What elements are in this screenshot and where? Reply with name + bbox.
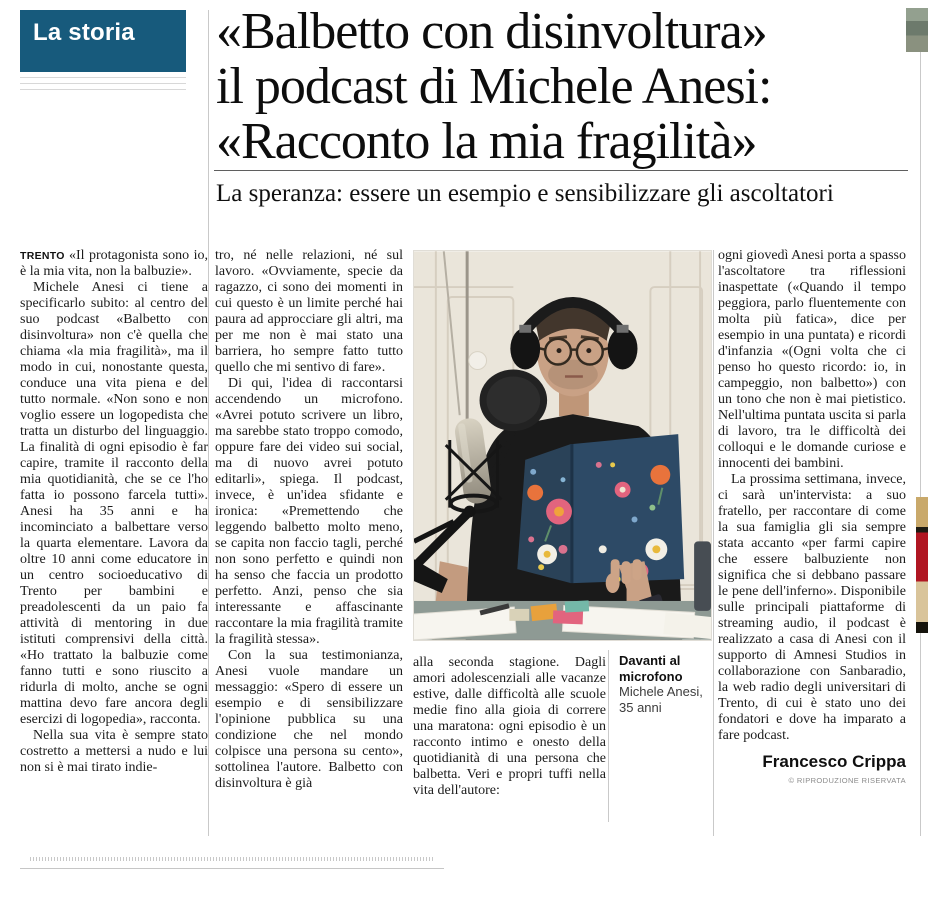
article-column-2 <box>215 248 403 792</box>
page-edge-divider <box>920 8 921 836</box>
article-paragraph: tro, né nelle relazioni, né sul lavoro. «Ovviamente, specie da ragazzo, ci sono dei momenti in cui questo è un limite perché hai paura ad approcciare gli altri, ma per me non è mai stato una barriera, ho sempre fatto tutto quello che mi sentivo di fare». <box>215 248 403 375</box>
sticky-note <box>553 610 583 624</box>
headline-rule <box>214 170 908 171</box>
adjacent-image-strip <box>916 497 928 633</box>
article-paragraph: Nella sua vita è sempre stato costretto a mettersi a nudo e lui non si è mai tirato indie- <box>20 728 208 775</box>
caption-title: Davanti al microfono <box>619 653 683 684</box>
article-photo <box>413 250 712 641</box>
headline-line: «Racconto la mia fragilità» <box>216 113 757 170</box>
column-divider <box>608 650 609 822</box>
article-column-4 <box>718 248 906 789</box>
caption-text: Michele Anesi, 35 anni <box>619 684 703 715</box>
column-divider <box>713 250 714 836</box>
photo-caption <box>619 653 709 715</box>
article-column-4-text <box>718 248 906 744</box>
dateline: TRENTO <box>20 250 69 262</box>
headline-line: il podcast di Michele Anesi: <box>216 58 772 115</box>
article-paragraph: TRENTO «Il protagonista sono io, è la mia vita, non la balbuzie». <box>20 248 208 279</box>
article-column-3 <box>413 655 606 799</box>
copyright-notice: © RIPRODUZIONE RISERVATA <box>788 776 906 785</box>
kicker-box <box>20 10 186 72</box>
article-paragraph: Michele Anesi ci tiene a specificarlo subito: al centro del suo podcast «Balbetto con disinvoltura» non c'è quella che chiama «la mia fragilità», ma il modo in cui, nonostante questa, conduce una vita piena e del tutto normale. «Non sono e non voglio essere un logopedista che tratta un disturbo del linguaggio. La finalità di ogni episodio è far capire, tramite il racconto della mia quotidianità, che se ce l'ho fatta io possono farcela tutti». Anesi ha 35 anni e ha incominciato a balbettare verso la quarta elementare. Lavora da oltre 10 anni come educatore in un centro socioeducativo di Trento per bambini e preadolescenti da un paio fa attività di mentoring in due istituti comprensivi della città. «Ho trattato la balbuzie come fanno tutti e sono riuscito a ridurla di molto, anche se ogni mattina devo fare ancora degli esercizi di logopedia», racconta. <box>20 280 208 727</box>
note-card <box>509 609 529 621</box>
floral-notebook <box>517 434 684 583</box>
author-name: Francesco Crippa <box>762 752 906 771</box>
article-paragraph: alla seconda stagione. Dagli amori adolescenziali alle vacanze estive, dalle difficoltà alle scuole medie fino alla gioia di correre una maratona: ogni episodio è un racconto intimo e onesto della quotidianità di una persona che balbetta. Veri e propri tuffi nella vita dell'autore: <box>413 655 606 798</box>
microprint-line <box>30 857 434 861</box>
headline <box>216 4 918 169</box>
byline <box>718 754 906 789</box>
article-paragraph: Con la sua testimonianza, Anesi vuole mandare un messaggio: «Spero di essere un esempio e di sensibilizzare l'opinione pubblica su una condizione che nel mondo colpisce una persona su cento», sottolinea l'autore. Balbetto con disinvoltura è già <box>215 648 403 791</box>
footer-rule <box>20 868 444 869</box>
article-paragraph: La prossima settimana, invece, ci sarà un'intervista: a suo fratello, per raccontare di come la sua famiglia gli sia sempre stata accanto «per farmi capire che essere balbuziente non significa che si debbano passare le pene dell'inferno». Disponibile sulle principali piattaforme di streaming audio, il podcast è realizzato a casa di Anesi con il supporto di Amnesi Studios in collaborazione con Sanbaradio, la web radio degli universitari di Trento, di cui è stato uno dei fondatori e dove ha imparato a fare podcast. <box>718 472 906 743</box>
column-divider <box>208 10 209 836</box>
article-paragraph: Di qui, l'idea di raccontarsi accendendo un microfono. «Avrei potuto scrivere un libro, ma sarebbe stato troppo comodo, oppure fare dei video sui social, ma di nuovo avrei potuto editarli», spiega. Il podcast, invece, è un'idea sfidante e ironica: «Premettendo che leggendo balbetto molto meno, se capita non faccio tagli, perché non sono perfetto e quindi non ha senso che faccia un prodotto perfetto. Anzi, penso che sia interessante e affascinante raccontare la mia fragilità tramite la fragilità stessa». <box>215 376 403 647</box>
article-column-1 <box>20 248 208 776</box>
article-paragraph: ogni giovedì Anesi porta a spasso l'ascoltatore tra riflessioni inaspettate («Quando il tempo peggiora, parlo fluentemente con molta più fatica», dice per esempio in una puntata) e ricordi d'infanzia «(Ogni volta che ci penso ho questo ricordo: io, in campeggio, non balbetto») con un tono che non è mai pietistico. Nell'ultima puntata uscita si parla di lavoro, tra le difficoltà dei colloqui e le domande curiose e innocenti dei bambini. <box>718 248 906 471</box>
adjacent-photo-fragment <box>906 8 928 52</box>
sticky-note <box>565 600 589 612</box>
headline-line: «Balbetto con disinvoltura» <box>216 3 767 60</box>
chair-back <box>694 541 711 611</box>
kicker-decorative-lines <box>20 77 186 94</box>
kicker-label: La storia <box>33 19 135 46</box>
subheadline: La speranza: essere un esempio e sensibilizzare gli ascoltatori <box>216 180 834 207</box>
